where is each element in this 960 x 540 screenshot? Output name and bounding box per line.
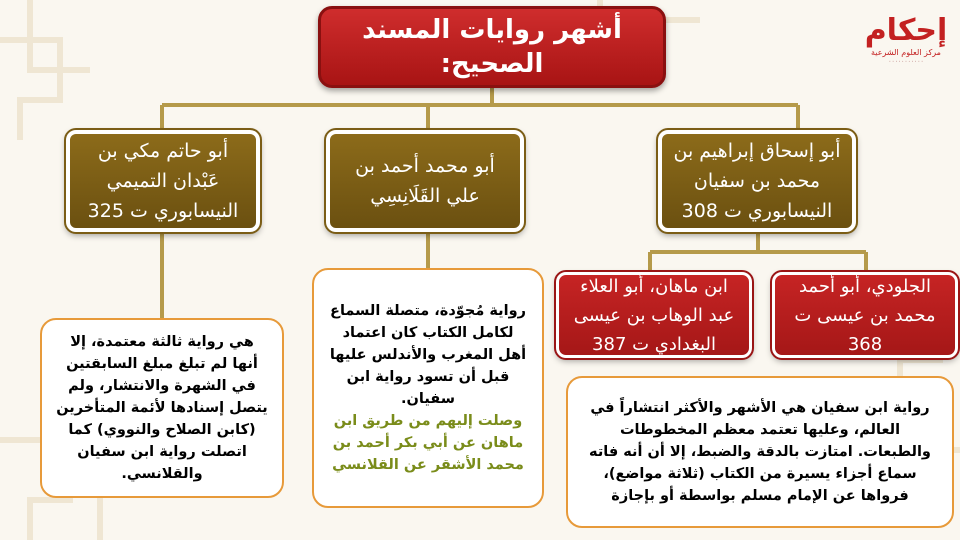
logo-word: إحكام: [864, 13, 948, 48]
narrator-ibn-sufyan-text: أبو إسحاق إبراهيم بن محمد بن سفيان النيسابوري ت 308: [673, 140, 841, 222]
note-makki: [40, 318, 284, 498]
sub-narrator-juludi-text: الجلودي، أبو أحمد محمد بن عيسى ت 368: [794, 275, 936, 355]
note-qalanisi: [312, 268, 544, 508]
sub-narrator-ibn-mahan-text: ابن ماهان، أبو العلاء عبد الوهاب بن عيسى البغدادي ت 387: [573, 275, 735, 355]
logo-tagline: ٠٠٠٠٠٠٠٠٠٠٠: [888, 58, 924, 65]
narrator-makki-text: أبو حاتم مكي بن عَبْدان التميمي النيسابوري ت 325: [87, 140, 239, 222]
note-ibn-sufyan: [566, 376, 954, 528]
note-makki-text: هي رواية ثالثة معتمدة، إلا أنها لم تبلغ مبلغ السابقتين في الشهرة والانتشار، ولم يتصل إسنادها لأئمة المتأخرين (كابن الصلاح والنووي) كما اتصلت رواية ابن سفيان والقلانسي.: [56, 334, 268, 482]
narrator-qalanisi-box: [326, 130, 524, 232]
narrator-qalanisi-text: أبو محمد أحمد بن علي القَلَانِسِي: [355, 155, 495, 207]
note-qalanisi-green-text: وصلت إليهم من طريق ابن ماهان عن أبي بكر أحمد بن محمد الأشقر عن القلانسي: [332, 413, 524, 473]
logo-subtitle: مركز العلوم الشرعية: [871, 48, 941, 57]
narrator-makki-box: [66, 130, 260, 232]
sub-narrator-juludi-box: [772, 272, 958, 358]
logo: [856, 14, 956, 92]
sub-narrator-ibn-mahan-box: [556, 272, 752, 358]
note-ibn-sufyan-text: رواية ابن سفيان هي الأشهر والأكثر انتشاراً في العالم، وعليها تعتمد معظم المخطوطات والطبعات. امتازت بالدقة والضبط، إلا أن أنه فاته سماع أجزاء يسيرة من الكتاب (ثلاثة مواضع)، فرواها عن الإمام مسلم بواسطة أو بإجازة: [589, 400, 931, 504]
note-qalanisi-text: رواية مُجوّدة، متصلة السماع لكامل الكتاب كان اعتماد أهل المغرب والأندلس عليها قبل أن تسود رواية ابن سفيان.: [329, 303, 527, 407]
title-text: أشهر روايات المسند الصحيح:: [362, 15, 622, 79]
diagram-title: [318, 6, 666, 88]
narrator-ibn-sufyan-box: [658, 130, 856, 232]
